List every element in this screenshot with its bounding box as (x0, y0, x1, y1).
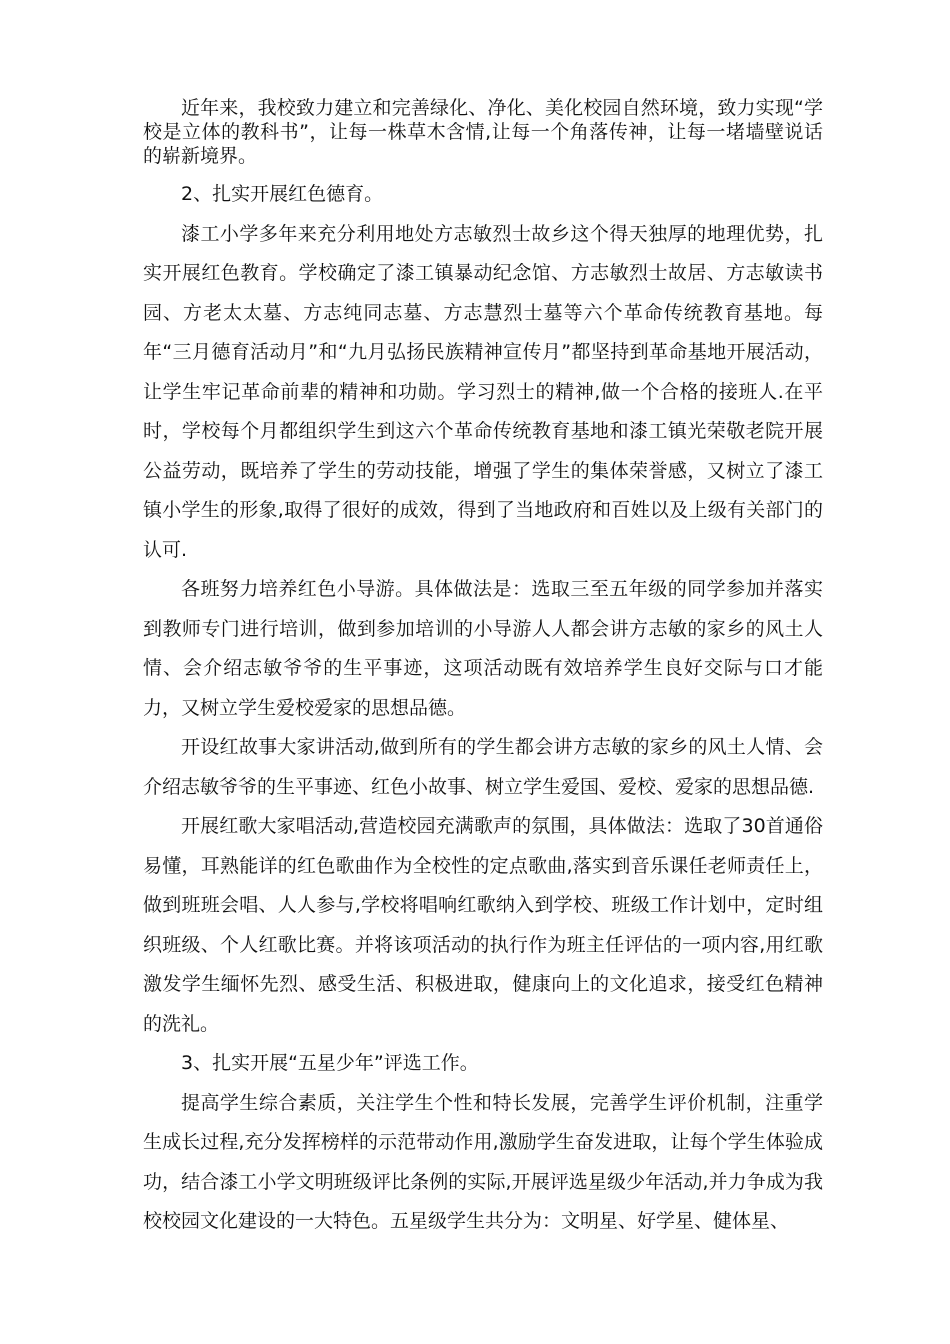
heading-five-star-youth: 3、扎实开展“五星少年”评选工作。 (181, 1052, 479, 1074)
paragraph-campus-environment: 近年来，我校致力建立和完善绿化、净化、美化校园自然环境，致力实现“学校是立体的教科书”，让每一株草木含情,让每一个角落传神，让每一堵墙壁说话的崭新境界。 (143, 97, 823, 167)
heading-red-moral-education: 2、扎实开展红色德育。 (181, 183, 384, 205)
paragraph-red-songs: 开展红歌大家唱活动,营造校园充满歌声的氛围，具体做法：选取了30首通俗易懂，耳熟能详的红色歌曲作为全校性的定点歌曲,落实到音乐课任老师责任上，做到班班会唱、人人参与,学校将唱响红歌纳入到学校、班级工作计划中，定时组织班级、个人红歌比赛。并将该项活动的执行作为班主任评估的一项内容,用红歌激发学生缅怀先烈、感受生活、积极进取，健康向上的文化追求，接受红色精神的洗礼。 (143, 815, 823, 1035)
paragraph-red-tour-guides: 各班努力培养红色小导游。具体做法是：选取三至五年级的同学参加并落实到教师专门进行培训，做到参加培训的小导游人人都会讲方志敏的家乡的风土人情、会介绍志敏爷爷的生平事迹，这项活动既有效培养学生良好交际与口才能力，又树立学生爱校爱家的思想品德。 (143, 578, 823, 719)
document-body (143, 96, 823, 1242)
paragraph-five-star-evaluation: 提高学生综合素质，关注学生个性和特长发展，完善学生评价机制，注重学生成长过程,充分发挥榜样的示范带动作用,激励学生奋发进取，让每个学生体验成功，结合漆工小学文明班级评比条例的实际,开展评选星级少年活动,并力争成为我校校园文化建设的一大特色。五星级学生共分为：文明星、好学星、健体星、 (143, 1091, 823, 1232)
paragraph-red-education-bases: 漆工小学多年来充分利用地处方志敏烈士故乡这个得天独厚的地理优势，扎实开展红色教育。学校确定了漆工镇暴动纪念馆、方志敏烈士故居、方志敏读书园、方老太太墓、方志纯同志墓、方志慧烈士墓等六个革命传统教育基地。每年“三月德育活动月”和“九月弘扬民族精神宣传月”都坚持到革命基地开展活动，让学生牢记革命前辈的精神和功勋。学习烈士的精神,做一个合格的接班人.在平时，学校每个月都组织学生到这六个革命传统教育基地和漆工镇光荣敬老院开展公益劳动，既培养了学生的劳动技能，增强了学生的集体荣誉感，又树立了漆工镇小学生的形象,取得了很好的成效，得到了当地政府和百姓以及上级有关部门的认可. (143, 222, 823, 561)
paragraph-red-stories: 开设红故事大家讲活动,做到所有的学生都会讲方志敏的家乡的风土人情、会介绍志敏爷爷的生平事迹、红色小故事、树立学生爱国、爱校、爱家的思想品德. (143, 736, 823, 798)
